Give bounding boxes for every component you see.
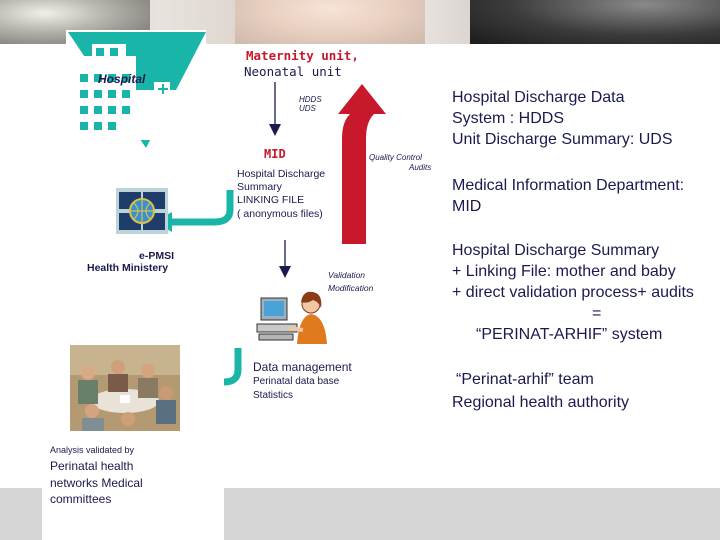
mid-description-line1: Medical Information Department: xyxy=(452,177,685,194)
statistics-label: Statistics xyxy=(253,390,294,401)
banner-photo-center xyxy=(235,0,425,44)
audits-label: Audits xyxy=(409,163,432,172)
person-at-computer-icon xyxy=(253,290,333,352)
banner-photo-right xyxy=(470,0,720,44)
data-management-title: Data management xyxy=(253,360,352,374)
perinatal-database-label: Perinatal data base xyxy=(253,376,340,387)
modification-label: Modification xyxy=(328,283,374,293)
linking-file-line2: Summary xyxy=(237,181,282,193)
perinat-arhif-system: “PERINAT-ARHIF” system xyxy=(476,326,663,343)
hdds-title-line2: System : HDDS xyxy=(452,110,565,127)
meeting-photo xyxy=(70,345,180,431)
network-computers-icon xyxy=(116,188,168,234)
linking-file-line3: LINKING FILE xyxy=(237,194,305,206)
quality-control-label: Quality Control xyxy=(369,153,422,162)
health-ministery-label: Health Ministery xyxy=(87,262,169,274)
mid-description-line2: MID xyxy=(452,198,482,215)
down-arrow-icon xyxy=(266,82,284,138)
epmsi-label: e-PMSI xyxy=(139,250,175,262)
summary-line2: + Linking File: mother and baby xyxy=(452,263,676,280)
linking-file-line4: ( anonymous files) xyxy=(237,208,323,220)
perinatal-health-label: Perinatal health xyxy=(50,459,134,473)
mid-label: MID xyxy=(264,147,286,161)
maternity-unit-line2: Neonatal unit xyxy=(244,64,342,79)
down-arrow-validation-icon xyxy=(276,240,294,280)
maternity-unit-line1: Maternity unit, xyxy=(246,48,359,63)
hospital-icon xyxy=(66,30,208,154)
summary-equals: = xyxy=(592,305,602,322)
analysis-label: Analysis validated by xyxy=(50,445,135,455)
team-line1: “Perinat-arhif” team xyxy=(456,371,594,388)
networks-medical-label: networks Medical xyxy=(50,476,143,490)
validation-label: Validation xyxy=(328,270,366,280)
hdds-title-line1: Hospital Discharge Data xyxy=(452,89,625,106)
summary-line1: Hospital Discharge Summary xyxy=(452,242,660,259)
team-line2: Regional health authority xyxy=(452,394,630,411)
summary-line3: + direct validation process+ audits xyxy=(452,284,694,301)
feedback-arrow-icon xyxy=(328,82,390,246)
hdds-label: HDDS xyxy=(299,95,322,104)
committees-label: committees xyxy=(50,492,112,506)
linking-file-line1: Hospital Discharge xyxy=(237,168,326,180)
hospital-label: Hospital xyxy=(98,72,146,86)
uds-label: UDS xyxy=(299,104,316,113)
hdds-title-line3: Unit Discharge Summary: UDS xyxy=(452,131,673,148)
